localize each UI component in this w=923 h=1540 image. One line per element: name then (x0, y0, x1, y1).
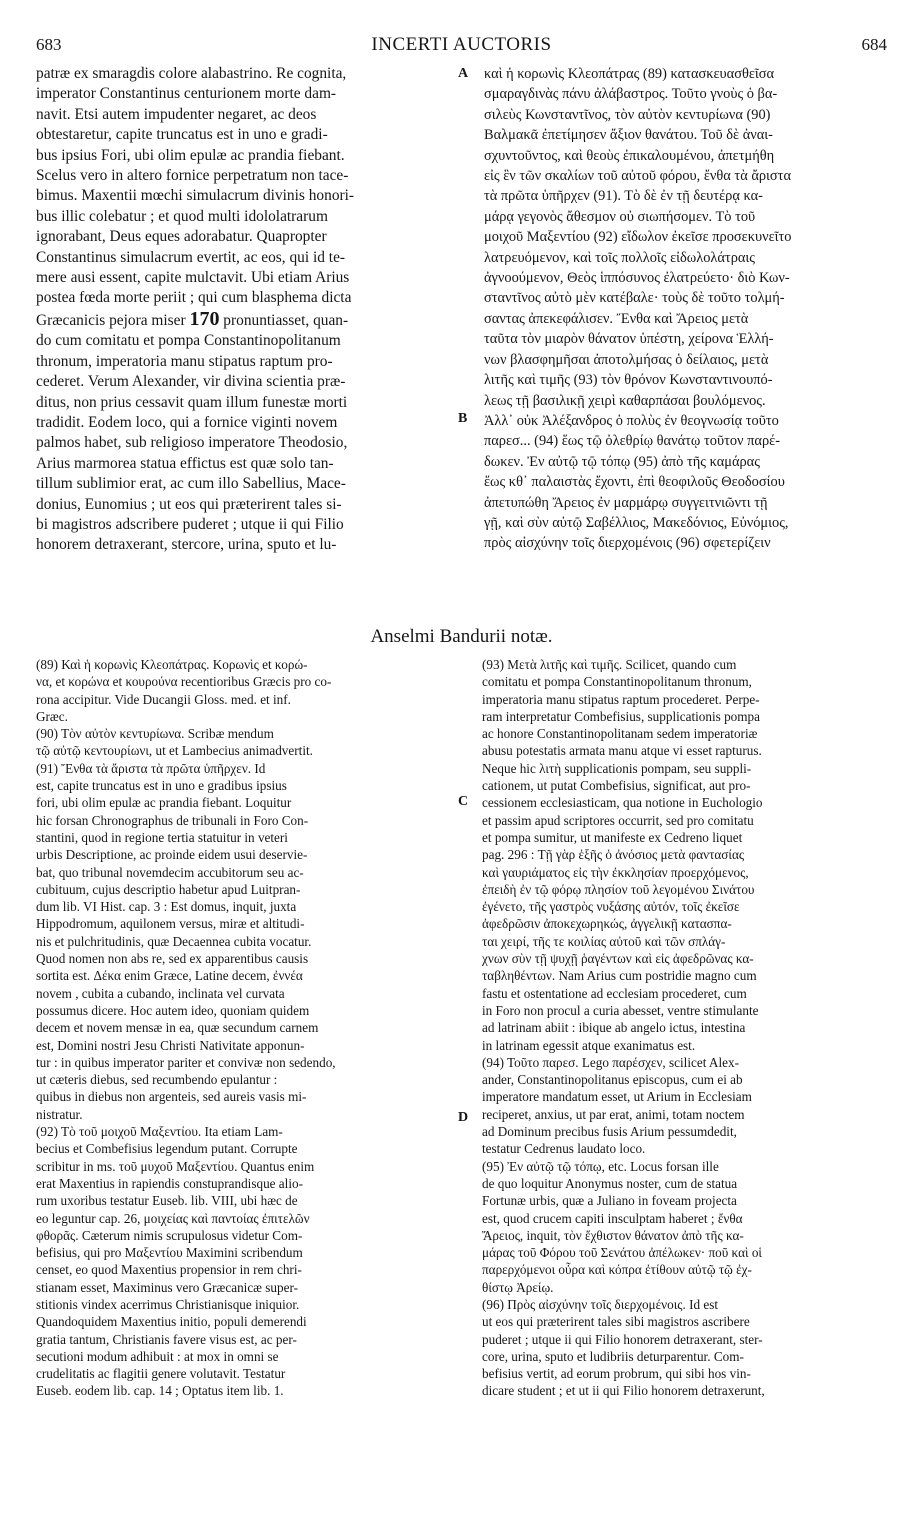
text-line: erat Maxentius in rapiendis constuprandisque alio- (36, 1175, 303, 1191)
text-line: imperator Constantinus centurionem morte dam- (36, 85, 337, 103)
text-line: ad latrinam abiit : ibique ab angelo ictus, intestina (482, 1020, 746, 1036)
text-line: tradidit. Eodem loco, qui a fornice viginti novem (36, 413, 338, 431)
margin-letter-d: D (458, 1110, 469, 1125)
text-line: (96) Πρὸς αἰσχύνην τοῖς διερχομένοις. Id est (482, 1296, 719, 1312)
text-line: (94) Τοῦτο παρεσ. Lego παρέσχεν, scilicet Alex- (482, 1054, 739, 1070)
text-line: honorem detraxerant, stercore, urina, sputo et lu- (36, 536, 337, 554)
text-line: ditus, non prius cessavit quam illum funestæ morti (36, 393, 348, 411)
text-line: ται χειρί, τῆς τε κοιλίας αὐτοῦ καὶ τῶν σπλάγ- (482, 933, 726, 949)
text-line: mere ausi essent, capite mulctavit. Ubi etiam Arius (36, 269, 350, 287)
text-line: λατρευόμενον, καὶ τοῖς πολλοῖς εἰδωλολάτραις (484, 249, 755, 266)
text-line: comitatu et pompa Constantinopolitanum thronum, (482, 674, 752, 690)
text-line: befisius vertit, ad eorum probrum, qui sibi hos vin- (482, 1366, 751, 1382)
text-line: σαντας ἀπεκεφάλισεν. Ἔνθα καὶ Ἄρειος μετὰ (484, 310, 749, 327)
text-line: novem , cubita a cubando, inclinata vel curvata (36, 985, 285, 1001)
text-line: palmos habet, sub religioso imperatore Theodosio, (36, 434, 348, 452)
text-line: ἕως κθ᾽ παλαιστὰς ἔχοντι, ἐπὶ θεοφιλοῦς Θεοδοσίου (484, 474, 785, 491)
text-line: ignorabant, Deus eques adorabatur. Quapropter (36, 228, 327, 246)
text-line: becius et Combefisius legendum putant. Corrupte (36, 1141, 298, 1157)
text-line: scribitur in ms. τοῦ μυχοῦ Μαξεντίου. Quantus enim (36, 1158, 315, 1174)
text-line: fastu et ostentatione ad ecclesiam procederet, cum (482, 985, 747, 1001)
text-line: cederet. Verum Alexander, vir divina scientia præ- (36, 373, 346, 391)
text-line: εἰς ἓν τῶν σκαλίων τοῦ αὐτοῦ φόρου, ἔνθα τὰ ἄριστα (484, 168, 792, 185)
text-line: Constantinus simulacrum evertit, ac eos, qui id te- (36, 248, 346, 266)
text-line: μάρας τοῦ Φόρου τοῦ Σενάτου ἀπέλωκεν· ποῦ καὶ οἱ (482, 1245, 762, 1261)
text-line: rona accipitur. Vide Ducangii Gloss. med. et inf. (36, 691, 291, 707)
page-number-left: 683 (36, 35, 62, 54)
text-line: est, Domini nostri Jesu Christi Nativitate apponun- (36, 1037, 305, 1053)
notes-right-column (482, 656, 890, 1400)
text-line: (93) Μετὰ λιτῆς καὶ τιμῆς. Scilicet, quando cum (482, 657, 737, 672)
text-line: decem et novem mensæ in ea, quæ secundum carnem (36, 1020, 319, 1036)
text-line: μάρᾳ γεγονὸς ἄθεσμον οὐ σιωπήσομεν. Τὸ τοῦ (484, 208, 756, 225)
text-line: obtestaretur, capite truncatus est in uno e gradi- (36, 126, 328, 144)
text-line: Ἀλλ᾽ οὐκ Ἀλέξανδρος ὁ πολὺς ἐν θεογνωσίᾳ τοῦτο (484, 412, 779, 429)
text-line: Scelus vero in altero fornice perpetratum non tace- (36, 167, 349, 185)
text-line: est, quod crucem capiti insculptam haberet ; ἔνθα (482, 1210, 743, 1226)
text-line: urbis Descriptione, ac proinde eidem usui deservie- (36, 847, 308, 863)
text-line: do cum comitatu et pompa Constantinopolitanum (36, 332, 341, 350)
text-line: navit. Etsi autem impudenter negaret, ac deos (36, 105, 317, 123)
text-line: λιτῆς καὶ τιμῆς (93) τὸν θρόνον Κωνσταντινουπό- (484, 372, 773, 389)
text-line: dicare student ; et ut ii qui Filio honorem detraxerunt, (482, 1383, 765, 1399)
text-line: dum lib. VI Hist. cap. 3 : Est domus, inquit, juxta (36, 899, 297, 915)
text-line: stianam esset, Maximinus vero Græcanicæ super- (36, 1279, 298, 1295)
text-line: ad Dominum precibus fusis Arium pessumdedit, (482, 1124, 737, 1140)
text-line: core, urina, sputo et ludibriis deturparentur. Com- (482, 1348, 744, 1364)
text-line: φθορᾶς. Cæterum nimis scrupulosus videtur Com- (36, 1227, 303, 1243)
text-line: ταῦτα τὸν μιαρὸν θάνατον ὑπέστη, χείρονα Ἑλλή- (484, 331, 774, 348)
text-line: et passim apud scriptores occurrit, sed pro comitatu (482, 812, 754, 828)
text-line: καὶ γαυριάματος εἰς τὴν ἐκκλησίαν προερχόμενος, (482, 864, 749, 880)
text-line: δωκεν. Ἐν αὐτῷ τῷ τόπῳ (95) ἀπὸ τῆς καμάρας (484, 453, 760, 470)
margin-letter-b: B (458, 411, 468, 426)
text-line: καὶ ἡ κορωνὶς Κλεοπάτρας (89) κατασκευασθεῖσα (484, 66, 775, 82)
text-line: παρερχόμενοι οὖρα καὶ κόπρα ἐτίθουν αὐτῷ τῷ ἐχ- (482, 1262, 752, 1278)
text-line: quibus in diebus non argenteis, sed aureis vasis mi- (36, 1089, 307, 1105)
running-title: INCERTI AUCTORIS (371, 34, 552, 55)
text-line: Ἄρειος, inquit, τὸν ἔχθιστον θάνατον ἀπὸ τῆς κα- (482, 1227, 744, 1243)
page-marker: 170 (189, 308, 220, 330)
text-line: thronum, imperatoria manu stipatus raptum pro- (36, 352, 333, 370)
margin-letter-a: A (458, 66, 469, 81)
text-line: cessionem ecclesiasticam, qua notione in Euchologio (482, 795, 763, 811)
text-line: Quod nomen non abs re, sed ex apparentibus causis (36, 951, 309, 967)
text-line: tillum sublimior erat, ac cum illo Sabellius, Mace- (36, 475, 346, 493)
page-header (36, 34, 887, 60)
text-line: ἀγνοούμενον, Θεὸς ἱππόσυνος ἐλατρεύετο· διὸ Κων- (484, 270, 790, 287)
text-line: cationem, ut putat Combefisius, significat, aut pro- (482, 778, 751, 794)
text-line: σταντῖνος αὐτὸ μὲν κατέβαλε· τοὺς δὲ τοῦτο τολμή- (484, 290, 785, 307)
text-line: eo leguntur cap. 26, μοιχείας καὶ παντοίας ἐπιτελῶν (36, 1210, 310, 1226)
text-line: patræ ex smaragdis colore alabastrino. Re cognita, (36, 65, 347, 82)
text-line: Græc. (36, 708, 68, 724)
text-line: ταβληθέντων. Nam Arius cum postridie magno cum (482, 968, 757, 984)
text-line: (92) Τὸ τοῦ μοιχοῦ Μαξεντίου. Ita etiam Lam- (36, 1124, 283, 1140)
text-line: pag. 296 : Τῇ γὰρ ἑξῆς ὁ ἀνόσιος μετὰ φαντασίας (482, 847, 745, 863)
text-line: Fortunæ urbis, quæ a Juliano in foveam projecta (482, 1193, 737, 1209)
text-line: secutioni modum adhibuit : at mox in omni se (36, 1348, 279, 1364)
notes-left-column (36, 656, 456, 1400)
text-fragment: pronuntiasset, quan- (223, 311, 349, 329)
notes-title: Anselmi Bandurii notæ. (370, 626, 553, 647)
text-line: τὰ πρῶτα ὑπῆρχεν (91). Τὸ δὲ ἐν τῇ δευτέρᾳ κα- (484, 188, 763, 205)
text-line: τῷ αὐτῷ κεντουρίωνι, ut et Lambecius animadvertit. (36, 743, 313, 759)
text-line: (89) Καὶ ἡ κορωνὶς Κλεοπάτρας. Κορωνὶς et κορώ- (36, 657, 308, 672)
text-line: fori, ubi olim epulæ ac prandia fiebant. Loquitur (36, 795, 292, 811)
text-line: in Foro non procul a curia abesset, ventre stimulante (482, 1002, 759, 1018)
text-line: imperatore mandatum esset, ut Arium in Ecclesiam (482, 1089, 752, 1105)
text-line: nistratur. (36, 1106, 83, 1122)
text-line: bus ipsius Fori, ubi olim epulæ ac prandia fiebant. (36, 146, 345, 164)
text-line: bat, quo tribunal novemdecim accubitorum seu ac- (36, 864, 304, 880)
text-line: ut cæteris diebus, sed recumbendo epulantur : (36, 1072, 278, 1088)
text-line: stitionis vindex acerrimus Christianisque iniquior. (36, 1296, 300, 1312)
text-line: νων βλασφημῆσαι ἀποτολμήσας ὁ δείλαιος, μετὰ (484, 351, 769, 368)
text-line: sortita est. Δέκα enim Græce, Latine decem, ἐννέα (36, 968, 303, 984)
text-line: bi magistros adscribere puderet ; utque ii qui Filio (36, 515, 344, 533)
text-line: (90) Τὸν αὐτὸν κεντυρίωνα. Scribæ mendum (36, 726, 274, 742)
text-line: ἐγένετο, τῆς γαστρὸς νυξάσης αὐτόν, τοῖς ἐκεῖσε (482, 899, 740, 915)
text-line: befisius, qui pro Μαξεντίου Maximini scribendum (36, 1245, 303, 1261)
text-line: παρεσ... (94) ἕως τῷ ὀλεθρίῳ θανάτῳ τοῦτον παρέ- (484, 433, 780, 450)
text-line: σχυντοῦντος, καὶ θεοὺς ἐπικαλουμένου, ἀπετμήθη (484, 147, 775, 164)
text-line: gratia tantum, Christianis favere visus est, ac per- (36, 1331, 297, 1347)
text-line: σιλεὺς Κωνσταντῖνος, τὸν αὐτὸν κεντυρίωνα (90) (484, 106, 771, 123)
text-line: (95) Ἐν αὐτῷ τῷ τόπῳ, etc. Locus forsan ille (482, 1158, 719, 1174)
text-line: θίστῳ Ἀρείῳ. (482, 1279, 554, 1295)
text-line (36, 309, 456, 331)
text-line: ac honore Constantinopolitanam sedem imperatoriæ (482, 726, 758, 742)
text-line: rum uxoribus testatur Euseb. lib. VIII, ubi hæc de (36, 1193, 298, 1209)
text-fragment: Græcanicis pejora miser (36, 311, 186, 329)
text-line: Euseb. eodem lib. cap. 14 ; Optatus item lib. 1. (36, 1383, 284, 1399)
text-line: bimus. Maxentii mœchi simulacrum divinis honori- (36, 187, 355, 205)
text-line: Βαλμακᾶ ἐπετίμησεν ἄξιον θανάτου. Τοῦ δὲ ἀναι- (484, 127, 773, 144)
text-line: Neque hic λιτὴ supplicationis pompam, seu suppli- (482, 760, 752, 776)
text-line: imperatoria manu stipatus raptum procederet. Perpe- (482, 691, 760, 707)
text-line: γῇ, καὶ σὺν αὐτῷ Σαβέλλιος, Μακεδόνιος, Εὐνόμιος, (484, 514, 789, 531)
text-line: in latrinam egessit atque exanimatus est. (482, 1037, 696, 1053)
margin-letter-c: C (458, 794, 469, 809)
text-line: donius, Eunomius ; ut eos qui præterirent tales si- (36, 495, 342, 513)
text-line: nis et pulchritudinis, quæ Decaennea cubita vocatur. (36, 933, 312, 949)
text-line: de quo loquitur Anonymus noster, cum de statua (482, 1175, 738, 1191)
text-line: χνων σὺν τῇ ψυχῇ ῥαγέντων καὶ εἰς ἀφεδρῶνας κα- (482, 951, 754, 967)
text-line: tur : in quibus imperator pariter et convivæ non sedendo, (36, 1054, 336, 1070)
text-line: stantini, quod in regione tertia statuitur in veteri (36, 829, 288, 845)
text-line: Arius marmorea statua effictus est quæ solo tan- (36, 454, 334, 472)
text-line: censet, eo quod Maxentius propensior in rem chri- (36, 1262, 302, 1278)
text-line: et pompa sumitur, ut manifeste ex Cedreno liquet (482, 829, 743, 845)
text-line: να, et κορώνα et κουρούνα recentioribus Græcis pro co- (36, 674, 332, 690)
text-line: abusu potestatis armata manu atque vi esset rapturus. (482, 743, 762, 759)
latin-text-column (36, 64, 456, 556)
text-line: ἀφεδρῶσιν ἀποκεχωρηκώς, ἀγγελικῇ κατασπα- (482, 916, 732, 932)
text-line: puderet ; utque ii qui Filio honorem detraxerant, ster- (482, 1331, 763, 1347)
text-line: postea fœda morte periit ; qui cum blasphema dicta (36, 289, 352, 307)
text-line: σμαραγδινὰς πάνυ ἀλάβαστρος. Τοῦτο γνοὺς ὁ βα- (484, 86, 778, 103)
greek-text-column (484, 64, 888, 554)
text-line: Quandoquidem Maxentius initio, populi demerendi (36, 1314, 307, 1330)
page-number-right: 684 (861, 35, 887, 54)
text-line: λεως τῇ βασιλικῇ χειρὶ καθαρπάσαι βουλόμενος. (484, 392, 766, 409)
text-line: ἀπετυπώθη Ἄρειος ἐν μαρμάρῳ συγγειτνιῶντι τῇ (484, 494, 768, 511)
text-line: cubituum, cujus descriptio habetur apud Luitpran- (36, 881, 301, 897)
text-line: est, capite truncatus est in uno e gradibus ipsius (36, 778, 287, 794)
text-line: ander, Constantinopolitanus episcopus, cum ei ab (482, 1072, 743, 1088)
text-line: reciperet, anxius, ut par erat, animi, totam noctem (482, 1106, 745, 1122)
text-line: ram interpretatur Combefisius, supplicationis pompa (482, 708, 760, 724)
text-line: testatur Cedrenus laudato loco. (482, 1141, 646, 1157)
text-line: ut eos qui præterirent tales sibi magistros ascribere (482, 1314, 750, 1330)
text-line: (91) Ἔνθα τὰ ἄριστα τὰ πρῶτα ὑπῆρχεν. Id (36, 760, 266, 776)
text-line: πρὸς αἰσχύνην τοῖς διερχομένοις (96) σφετερίζειν (484, 535, 771, 552)
text-line: μοιχοῦ Μαξεντίου (92) εἴδωλον ἐκεῖσε προσεκυνεῖτο (484, 229, 792, 246)
text-line: ἐπειδὴ ἐν τῷ φόρῳ πλησίον τοῦ λεγομένου Σινάτου (482, 881, 755, 897)
text-line: hic forsan Chronographus de tribunali in Foro Con- (36, 812, 309, 828)
text-line: crudelitatis ac flagitii genere volutavit. Testatur (36, 1366, 286, 1382)
text-line: bus illic colebatur ; et quod multi idololatrarum (36, 207, 328, 225)
text-line: Hippodromum, aquilonem versus, miræ et altitudi- (36, 916, 305, 932)
text-line: possumus dicere. Hoc autem ideo, quoniam quidem (36, 1002, 310, 1018)
